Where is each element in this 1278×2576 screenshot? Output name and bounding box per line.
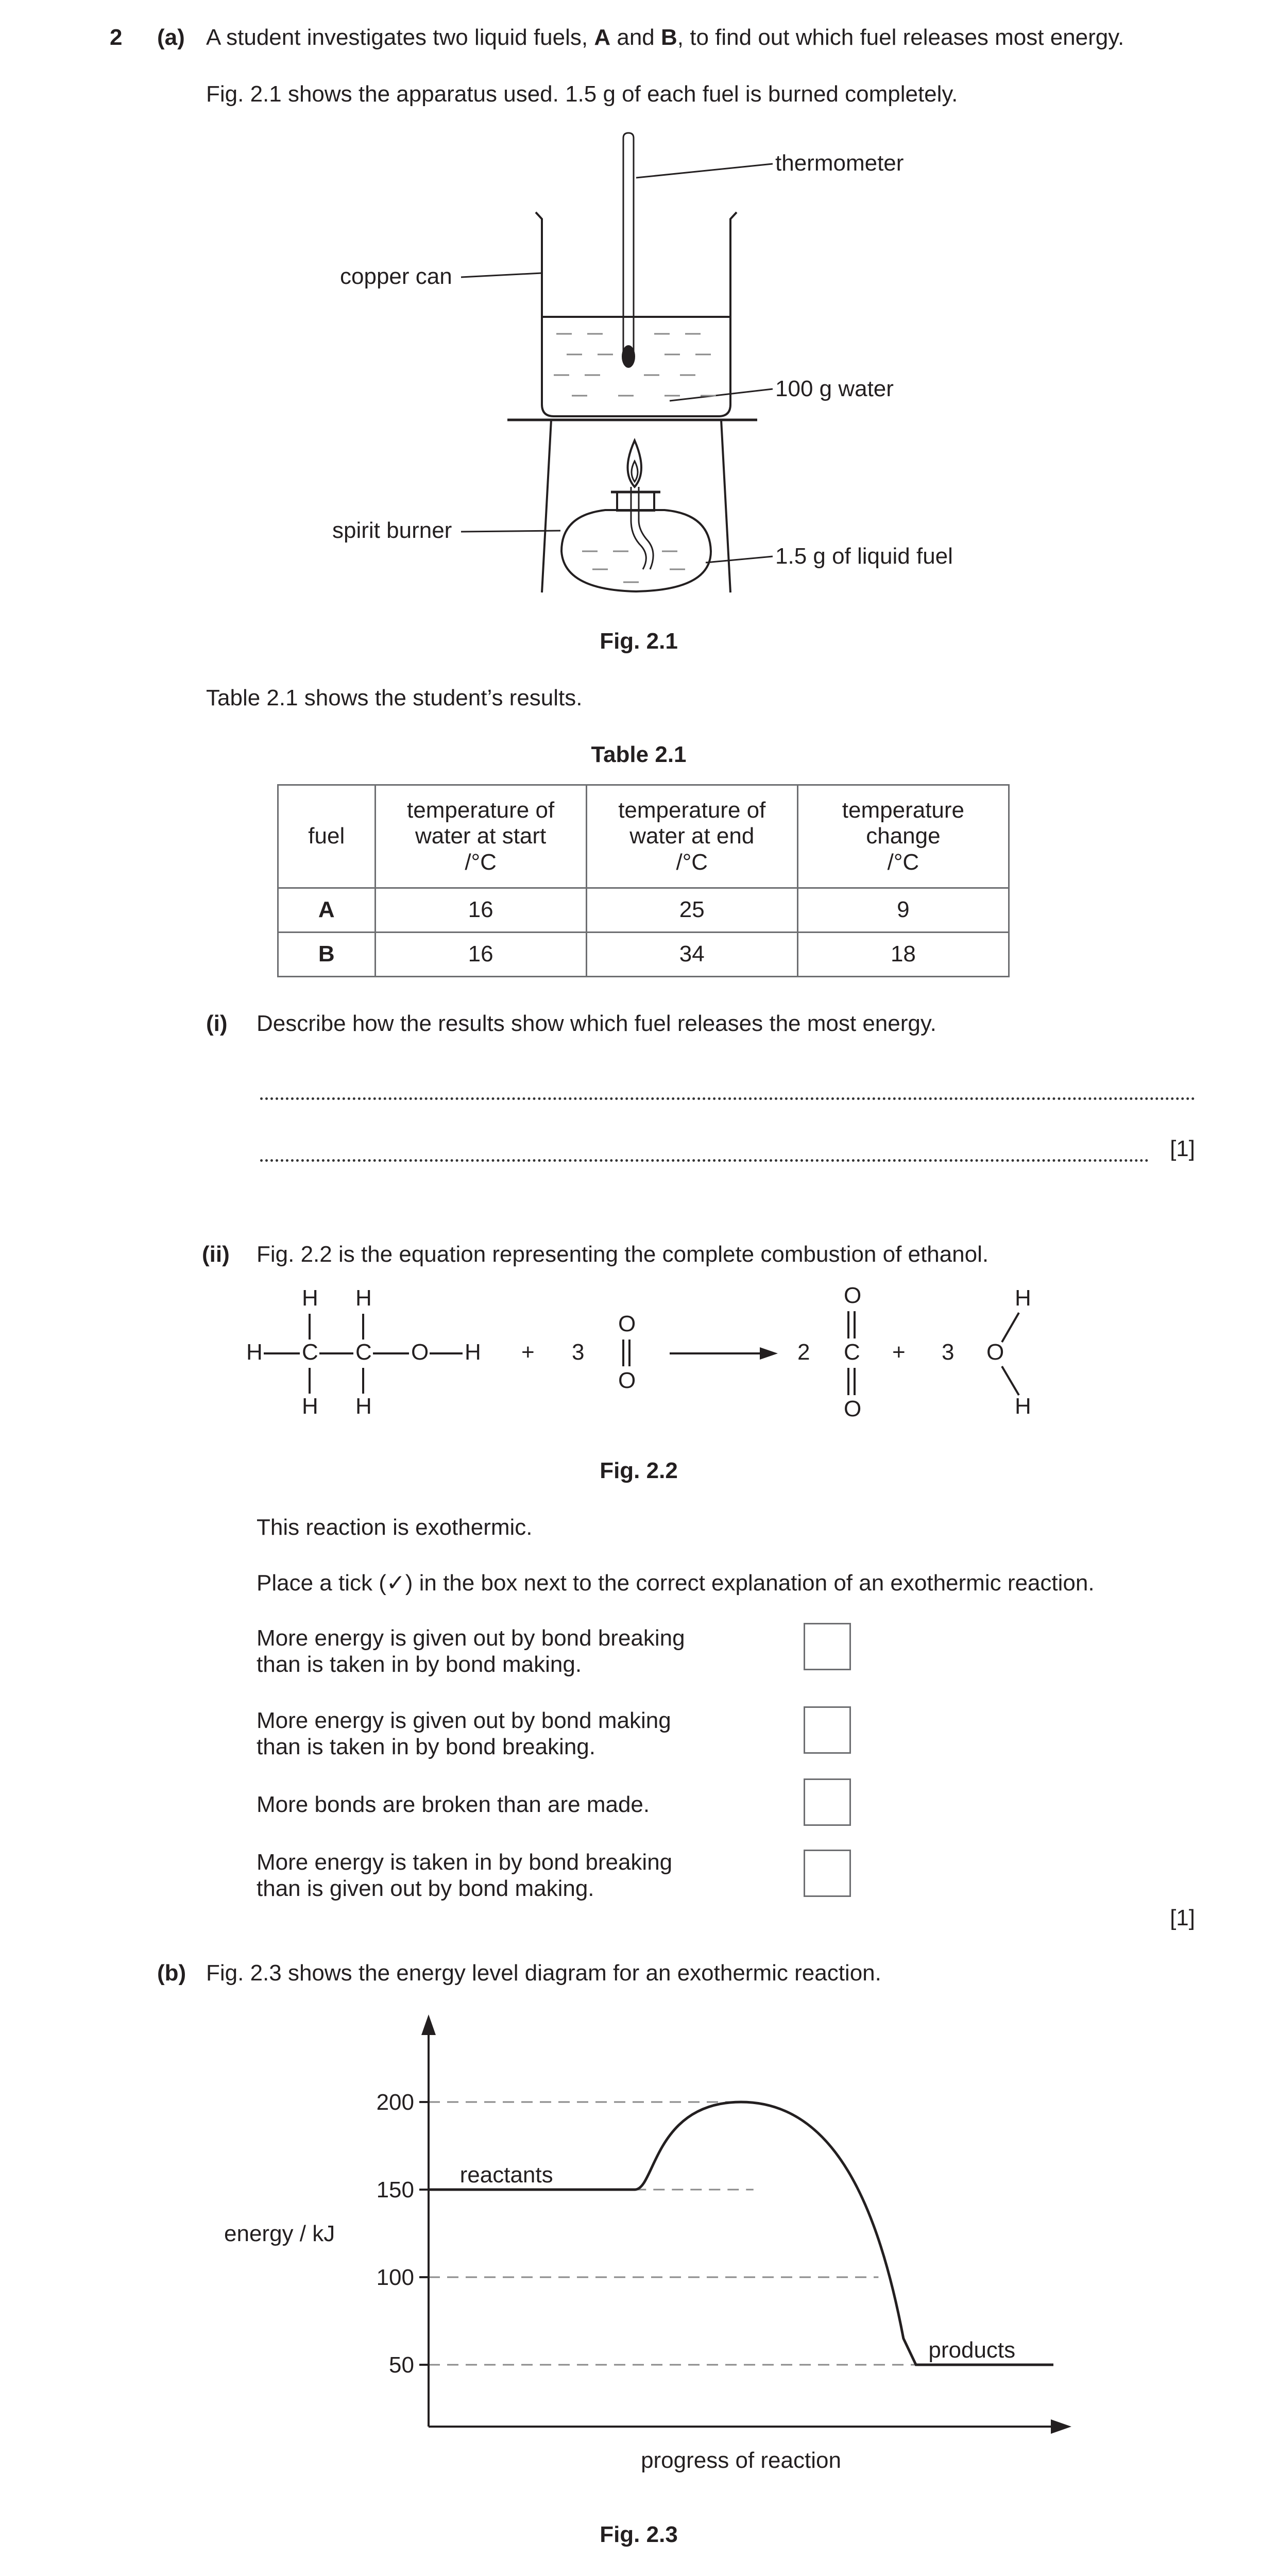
fig-2-1-caption: Fig. 2.1	[600, 629, 678, 654]
chart-gridlines	[429, 2102, 916, 2365]
option-1-text: More energy is given out by bond breaking than is taken in by bond making.	[257, 1625, 685, 1677]
products-label: products	[928, 2337, 1016, 2363]
coefficient-2: 2	[797, 1340, 810, 1365]
option-2-checkbox[interactable]	[804, 1706, 851, 1754]
atom-o: O	[411, 1340, 429, 1365]
part-b-label: (b)	[157, 1960, 186, 1986]
y-axis-label: energy / kJ	[224, 2221, 335, 2246]
cell-start: 16	[375, 933, 586, 977]
intro-text-1: A student investigates two liquid fuels,	[206, 25, 588, 50]
plus-sign: +	[521, 1340, 535, 1365]
mark-a-ii: [1]	[1170, 1905, 1195, 1930]
cell-fuel: B	[278, 933, 376, 977]
atom-h: H	[465, 1340, 481, 1365]
cell-end: 25	[586, 888, 797, 933]
header-fuel: fuel	[278, 785, 376, 888]
atom-o: O	[618, 1368, 636, 1393]
coefficient-3: 3	[572, 1340, 585, 1365]
energy-profile-line	[429, 2102, 1053, 2365]
q-a-ii-text: Fig. 2.2 is the equation representing the complete combustion of ethanol.	[257, 1242, 989, 1267]
atom-h: H	[302, 1285, 318, 1311]
header-temp-start: temperature of water at start /°C	[375, 785, 586, 888]
chart-series	[429, 2102, 1053, 2365]
label-liquid-fuel: 1.5 g of liquid fuel	[775, 544, 953, 569]
atom-c: C	[844, 1340, 860, 1365]
fig-2-3-caption: Fig. 2.3	[600, 2522, 678, 2547]
atom-o: O	[986, 1340, 1004, 1365]
option-4-checkbox[interactable]	[804, 1850, 851, 1897]
option-1-checkbox[interactable]	[804, 1623, 851, 1670]
intro-and: and	[617, 25, 655, 50]
part-a-label: (a)	[157, 25, 185, 50]
option-3-text: More bonds are broken than are made.	[257, 1792, 650, 1817]
atom-c: C	[302, 1340, 318, 1365]
atom-h: H	[355, 1285, 372, 1311]
q-a-i-text: Describe how the results show which fuel releases the most energy.	[257, 1011, 936, 1036]
y-tick-label: 50	[389, 2352, 414, 2378]
option-4-text: More energy is taken in by bond breaking than is given out by bond making.	[257, 1850, 673, 1901]
mark-a-i: [1]	[1170, 1136, 1195, 1161]
q-a-i-label: (i)	[206, 1011, 228, 1036]
cell-change: 18	[797, 933, 1009, 977]
fig-2-1-intro: Fig. 2.1 shows the apparatus used. 1.5 g of each fuel is burned completely.	[206, 81, 958, 107]
q-a-ii-label: (ii)	[202, 1242, 230, 1267]
exothermic-statement: This reaction is exothermic.	[257, 1515, 533, 1540]
coefficient-3: 3	[942, 1340, 955, 1365]
y-tick-label: 100	[376, 2265, 414, 2290]
question-number: 2	[110, 25, 123, 50]
atom-h: H	[302, 1394, 318, 1419]
fig-2-2-caption: Fig. 2.2	[600, 1458, 678, 1483]
label-water: 100 g water	[775, 376, 894, 401]
atom-h: H	[1015, 1285, 1031, 1311]
label-thermometer: thermometer	[775, 150, 904, 176]
label-spirit-burner: spirit burner	[332, 518, 452, 543]
atom-h: H	[355, 1394, 372, 1419]
option-3-checkbox[interactable]	[804, 1778, 851, 1826]
x-axis-label: progress of reaction	[641, 2448, 841, 2473]
atom-o: O	[844, 1283, 862, 1308]
header-temp-end: temperature of water at end /°C	[586, 785, 797, 888]
chart-ticks	[377, 2090, 429, 2378]
energy-level-diagram	[0, 1999, 1278, 2514]
fuel-a-label: A	[594, 25, 611, 50]
table-intro: Table 2.1 shows the student’s results.	[206, 685, 583, 710]
header-temp-change: temperature change /°C	[797, 785, 1009, 888]
atom-o: O	[844, 1396, 862, 1421]
tick-instruction: Place a tick (✓) in the box next to the correct explanation of an exothermic reaction.	[257, 1570, 1095, 1596]
y-axis-arrow-icon	[421, 2014, 436, 2035]
chart-axes	[421, 2014, 1071, 2434]
y-tick-label: 150	[376, 2177, 414, 2202]
atom-h: H	[246, 1340, 263, 1365]
fuel-b-label: B	[661, 25, 677, 50]
cell-change: 9	[797, 888, 1009, 933]
y-tick-label: 200	[376, 2090, 414, 2115]
cell-fuel: A	[278, 888, 376, 933]
atom-c: C	[355, 1340, 372, 1365]
label-copper-can: copper can	[340, 264, 452, 289]
reactants-label: reactants	[459, 2162, 553, 2188]
x-axis-arrow-icon	[1051, 2419, 1071, 2434]
intro-text-2: , to find out which fuel releases most energy.	[677, 25, 1124, 50]
table-caption: Table 2.1	[591, 742, 687, 767]
atom-o: O	[618, 1311, 636, 1336]
part-b-intro: Fig. 2.3 shows the energy level diagram for an exothermic reaction.	[206, 1960, 881, 1986]
cell-end: 34	[586, 933, 797, 977]
atom-h: H	[1015, 1394, 1031, 1419]
plus-sign: +	[892, 1340, 906, 1365]
option-2-text: More energy is given out by bond making than is taken in by bond breaking.	[257, 1708, 671, 1759]
cell-start: 16	[375, 888, 586, 933]
